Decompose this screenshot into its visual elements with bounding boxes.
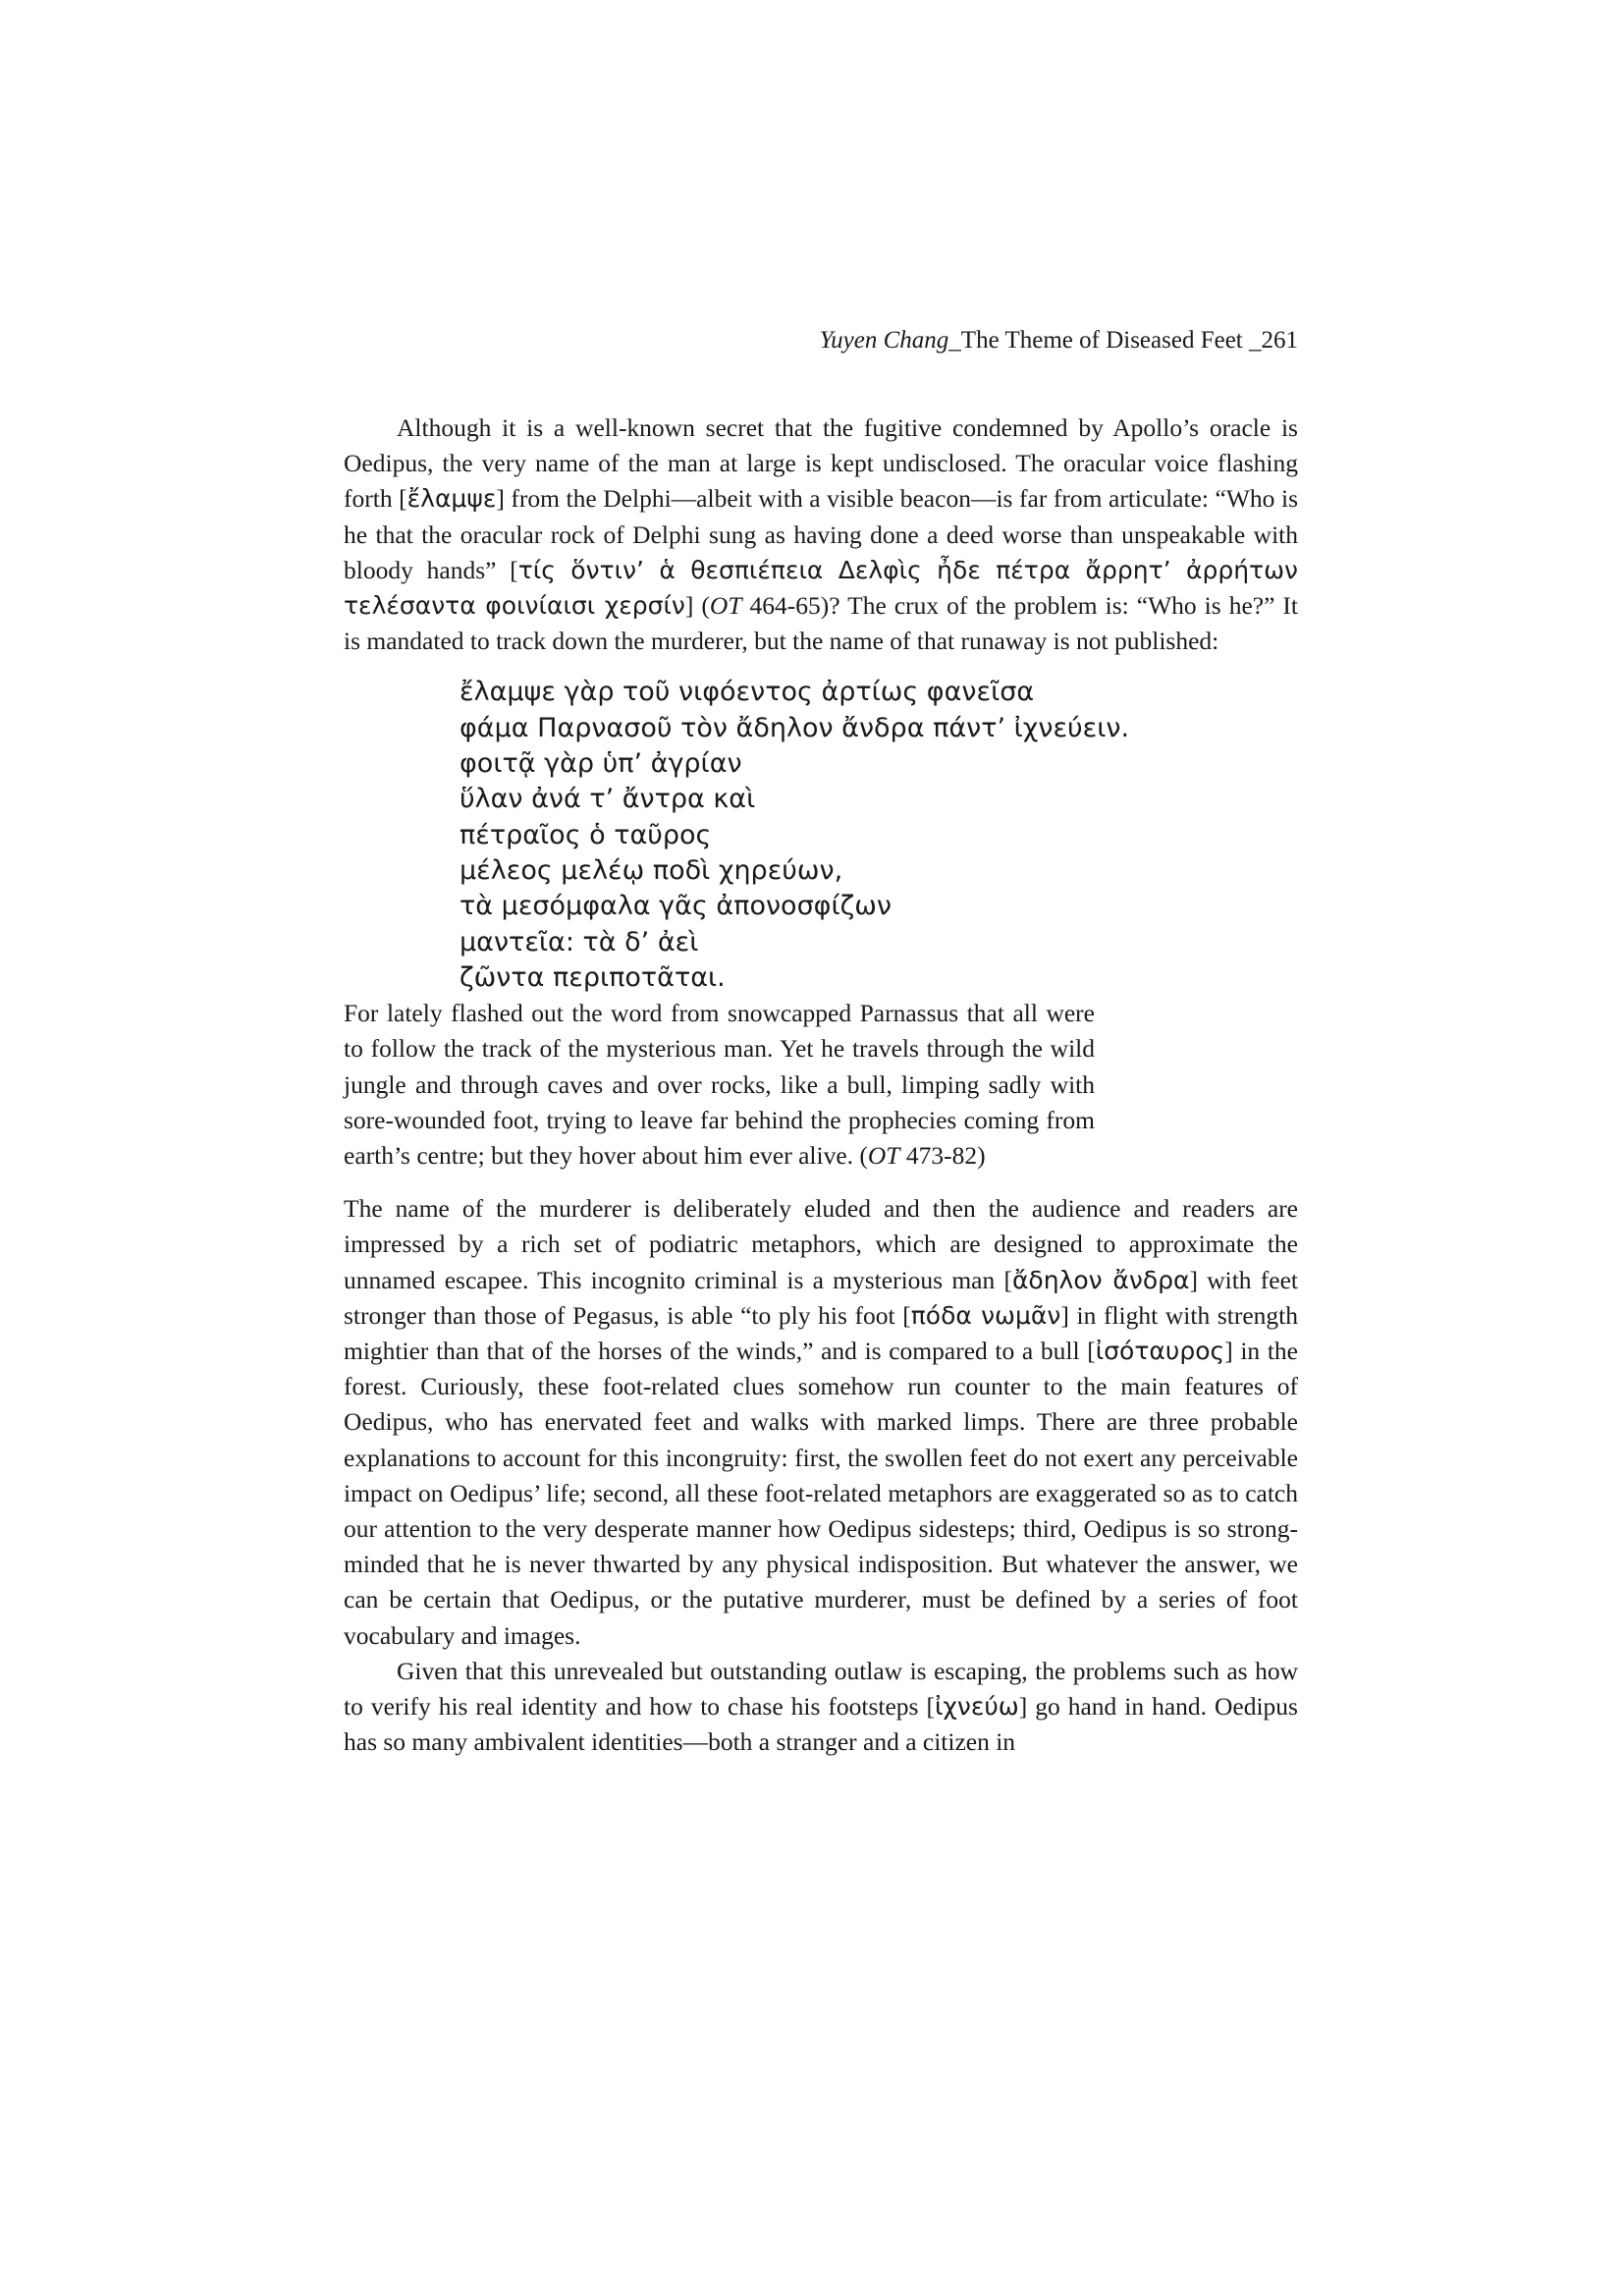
greek-verse-line: φοιτᾷ γὰρ ὑπ’ ἀγρίαν: [460, 748, 742, 780]
running-head-title: _The Theme of Diseased Feet _261: [948, 327, 1298, 354]
paragraph-1-text-a: Although it is a well-known secret that the fugitive condemned by Apollo’s oracle is Oedipus, the very name of the man at large is kept undisclosed. The oracular voice flashing forth [: [344, 413, 1298, 514]
paragraph-2-text-a: The name of the murderer is deliberately eluded and then the audience and readers are impressed by a rich set of podiatric metaphors, which are designed to approximate the unnamed escapee. This incognito criminal is a mysterious man [: [344, 1194, 1298, 1294]
greek-verse-line: φάμα Παρνασοῦ τὸν ἄδηλον ἄνδρα πάντ’ ἰχνεύειν.: [460, 712, 1130, 743]
greek-verse-line: ὕλαν ἀνά τ’ ἄντρα καὶ: [460, 784, 756, 815]
article-body: [344, 410, 1298, 1760]
paragraph-3: [344, 1654, 1298, 1761]
paragraph-2: [344, 1191, 1298, 1654]
greek-term-isotauros: ἰσόταυρος: [1095, 1336, 1225, 1365]
greek-verse-block: [460, 675, 1298, 996]
paragraph-1-text-b: ] from the Delphi—albeit with a visible beacon—is far from articulate: “Who is he that the oracular rock of Delphi sung as having done a deed worse than unspeakable with bloody hands” [: [344, 484, 1298, 584]
paragraph-1: [344, 410, 1298, 659]
translation-citation: 473-82): [899, 1140, 986, 1170]
greek-quote-inline: τίς ὅντιν’ ἁ θεσπιέπεια Δελφὶς ἦδε πέτρα ἄρρητ’ ἀρρήτων τελέσαντα φοινίαισι χερσίν: [344, 555, 1299, 621]
greek-verse-line: τὰ μεσόμφαλα γᾶς ἀπονοσφίζων: [460, 891, 893, 922]
translation-block-quote: [344, 996, 1095, 1174]
greek-term-elampse: ἔλαμψε: [406, 484, 497, 514]
translation-text: For lately flashed out the word from snowcapped Parnassus that all were to follow the track of the mysterious man. Yet he travels through the wild jungle and through caves and over rocks, like a bull, limping sadly with sore-wounded foot, trying to leave far behind the prophecies coming from earth’s centre; but they hover about him ever alive. (: [344, 999, 1095, 1170]
greek-term-poda-noman: πόδα νωμᾶν: [910, 1300, 1061, 1330]
greek-verse-line: πέτραῖος ὁ ταῦρος: [460, 819, 712, 850]
paragraph-3-text-b: ] go hand in hand. Oedipus has so many ambivalent identities—both a stranger and a citizen in: [344, 1691, 1298, 1757]
paragraph-3-text-a: Given that this unrevealed but outstanding outlaw is escaping, the problems such as how to verify his real identity and how to chase his footsteps [: [344, 1656, 1298, 1721]
paragraph-1-text-c: ] (: [684, 591, 710, 621]
greek-term-adelon-andra: ἄδηλον ἄνδρα: [1011, 1265, 1190, 1294]
paragraph-1-text-d: 464-65)? The crux of the problem is: “Who is he?” It is mandated to track down the murderer, but the name of that runaway is not published:: [344, 591, 1299, 656]
running-head-author: Yuyen Chang: [819, 327, 949, 354]
citation-ot: OT: [867, 1140, 900, 1170]
greek-verse-line: μαντεῖα: τὰ δ’ ἀεὶ: [460, 926, 699, 957]
paragraph-2-text-b: ] with feet stronger than those of Pegasus, is able “to ply his foot [: [344, 1265, 1298, 1330]
running-head: [344, 326, 1298, 355]
paragraph-2-text-d: ] in the forest. Curiously, these foot-related clues somehow run counter to the main features of Oedipus, who has enervated feet and walks with marked limps. There are three probable explanations to account for this incongruity: first, the swollen feet do not exert any perceivable impact on Oedipus’ life; second, all these foot-related metaphors are exaggerated so as to catch our attention to the very desperate manner how Oedipus sidesteps; third, Oedipus is so strong-minded that he is never thwarted by any physical indisposition. But whatever the answer, we can be certain that Oedipus, or the putative murderer, must be defined by a series of foot vocabulary and images.: [344, 1336, 1298, 1650]
greek-verse-line: ζῶντα περιποτᾶται.: [460, 961, 726, 993]
greek-verse-line: μέλεος μελέῳ ποδὶ χηρεύων,: [460, 854, 843, 886]
citation-ot: OT: [709, 591, 742, 621]
greek-term-ichneuo: ἰχνεύω: [934, 1691, 1019, 1721]
paragraph-2-text-c: ] in flight with strength mightier than that of the horses of the winds,” and is compared to a bull [: [344, 1300, 1298, 1365]
greek-verse-line: ἔλαμψε γὰρ τοῦ νιφόεντος ἀρτίως φανεῖσα: [460, 677, 1035, 708]
